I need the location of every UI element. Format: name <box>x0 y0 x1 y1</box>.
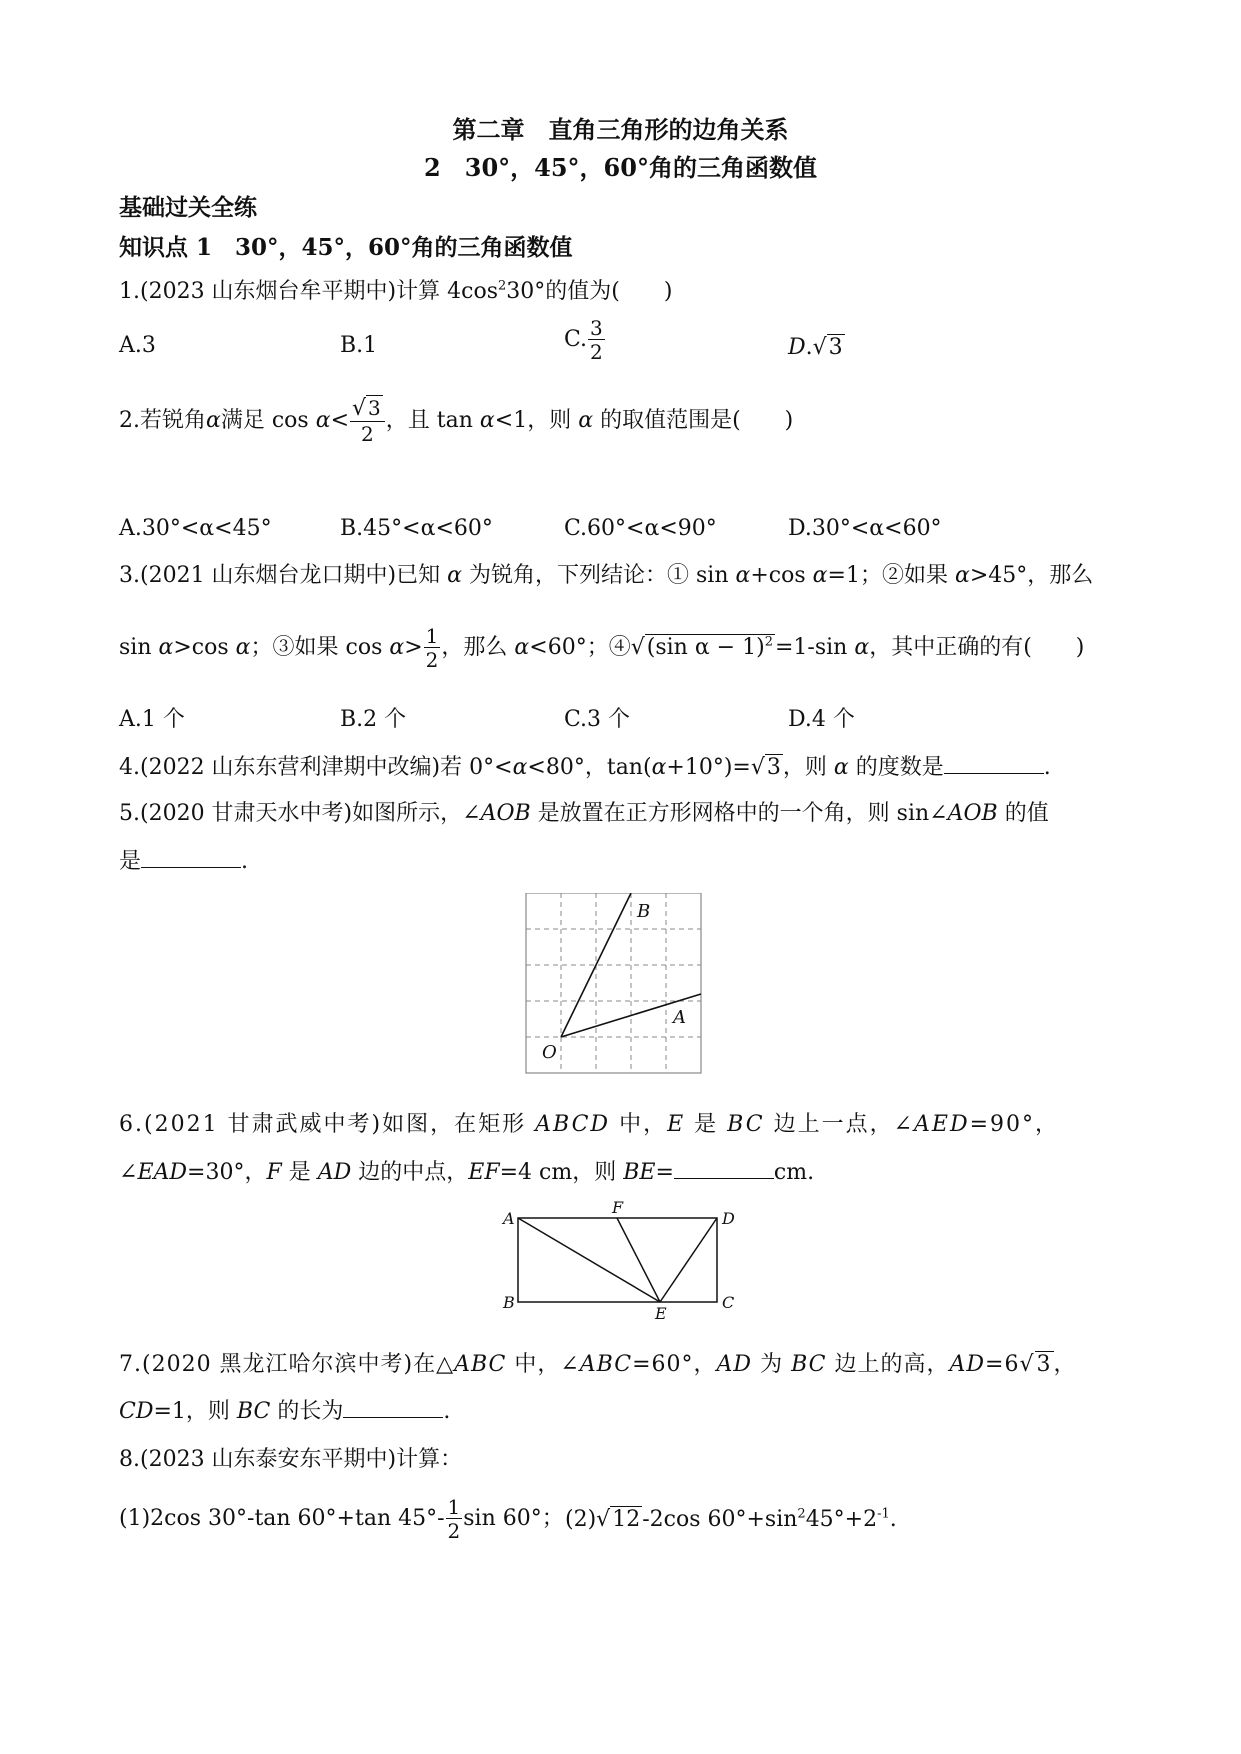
label-a: A <box>673 1007 686 1028</box>
question-2: 2.若锐角α满足 cos α< $\frac{√ 3}{2}$ ，且 tan α<1，则 α 的取值范围是( ) <box>119 396 794 446</box>
chapter-title: 第二章 直角三角形的边角关系 <box>452 115 789 144</box>
knowledge-point: 知识点 1 30°，45°，60°角的三角函数值 <box>119 234 573 261</box>
label-c: C <box>722 1293 735 1312</box>
label-a: A <box>503 1209 515 1228</box>
q2-option-c: C.60°<α<90° <box>564 516 717 541</box>
q3-option-c: C.3 个 <box>564 707 631 732</box>
q8-part-2: (2)√12-2cos $60^\circ+\sin^245^\circ+2^{-1}$. <box>565 1506 897 1532</box>
rectangle-abcd <box>518 1218 717 1302</box>
question-3-line-1: 3.(2021 山东烟台龙口期中)已知 α 为锐角，下列结论：① sin α+cos α=1；②如果 α>45°，那么 <box>119 563 1094 588</box>
answer-blank[interactable] <box>141 847 241 868</box>
label-o: O <box>542 1042 557 1063</box>
label-e: E <box>655 1304 667 1320</box>
answer-blank[interactable] <box>674 1158 774 1179</box>
label-b: B <box>503 1293 515 1312</box>
q8-part-1: (1)2cos 30°-tan 60°+tan 45°- $\frac{1}{2}$ sin 60°； <box>119 1495 564 1543</box>
answer-blank[interactable] <box>944 753 1044 774</box>
question-1: 1.(2023 山东烟台牟平期中)计算 $4\cos^230^\circ$的值为( ) <box>119 278 673 304</box>
q2-option-a: A.30°<α<45° <box>119 516 272 541</box>
sqrt: √3 <box>750 755 781 780</box>
fraction: $\frac{1}{2}$ <box>447 1495 461 1543</box>
fraction: $\frac{1}{2}$ <box>425 624 439 672</box>
question-8: 8.(2023 山东泰安东平期中)计算： <box>119 1447 463 1472</box>
section-heading: 基础过关全练 <box>119 194 257 221</box>
question-7-line-2: CD=1，则 BC 的长为 . <box>119 1399 451 1424</box>
sqrt: √3 <box>812 335 843 360</box>
q1-option-b: B.1 <box>340 333 378 358</box>
grid-figure <box>520 893 720 1081</box>
question-7-line-1: 7.(2020 黑龙江哈尔滨中考)在△ABC 中，∠ABC=60°，AD 为 BC 边上的高，AD=6√3， <box>119 1349 1077 1381</box>
q3-option-a: A.1 个 <box>119 707 185 732</box>
sqrt: √12 <box>596 1507 641 1532</box>
fraction: $\frac{√ 3}{2}$ <box>350 398 385 444</box>
question-4: 4.(2022 山东东营利津期中改编)若 0°<α<80°，tan(α+10°)=√3，则 α 的度数是 . <box>119 752 1051 784</box>
label-b: B <box>637 901 651 922</box>
label-d: D <box>722 1209 735 1228</box>
sqrt: √3 <box>1019 1352 1052 1377</box>
section-title: 2 30°，45°，60°角的三角函数值 <box>424 153 817 182</box>
q1-option-d: D.√3 <box>788 332 845 364</box>
rectangle-figure <box>495 1200 745 1320</box>
question-5-line-2: 是 . <box>119 849 249 874</box>
q1-option-c: C. $\frac{3}{2}$ <box>564 316 603 364</box>
q1-option-a: A.3 <box>119 333 156 358</box>
q2-option-d: D.30°<α<60° <box>788 516 942 541</box>
q3-option-d: D.4 个 <box>788 707 855 732</box>
q2-option-b: B.45°<α<60° <box>340 516 493 541</box>
question-6-line-1: 6.(2021 甘肃武威中考)如图，在矩形 ABCD 中，E 是 BC 边上一点，∠AED=90°， <box>119 1112 1060 1137</box>
question-5-line-1: 5.(2020 甘肃天水中考)如图所示，∠AOB 是放置在正方形网格中的一个角，则 sin∠AOB 的值 <box>119 801 1049 826</box>
fraction: $\frac{3}{2}$ <box>590 316 603 364</box>
answer-blank[interactable] <box>343 1397 443 1418</box>
question-3-line-2: sin α>cos α；③如果 cos α> $\frac{1}{2}$ ，那么 α<60°；④√(sin α − 1)$^2$=1-sin α，其中正确的有( ) <box>119 624 1085 672</box>
q3-option-b: B.2 个 <box>340 707 407 732</box>
label-f: F <box>612 1200 624 1217</box>
segment-de <box>660 1218 717 1302</box>
question-6-line-2: ∠EAD=30°，F 是 AD 边的中点，EF=4 cm，则 BE= cm. <box>119 1160 815 1185</box>
sqrt: √(sin α − 1)$^2$ <box>630 634 773 660</box>
